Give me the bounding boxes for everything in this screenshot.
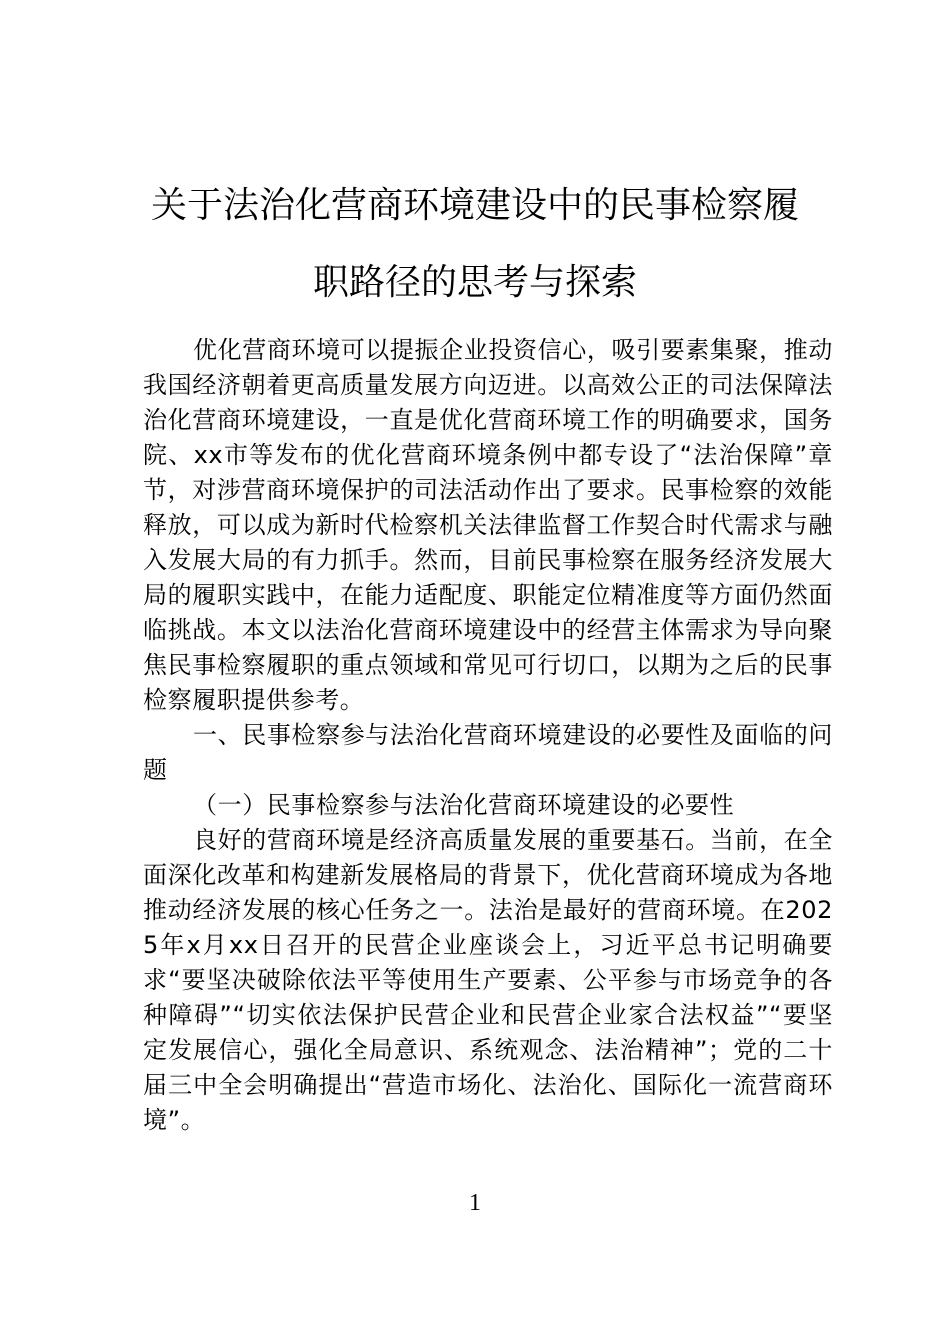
title-line-2: 职路径的思考与探索: [312, 262, 637, 303]
document-body: [143, 333, 833, 1138]
intro-paragraph: 优化营商环境可以提振企业投资信心，吸引要素集聚，推动我国经济朝着更高质量发展方向迈进。以高效公正的司法保障法治化营商环境建设，一直是优化营商环境工作的明确要求，国务院、xx市等发布的优化营商环境条例中都专设了“法治保障”章节，对涉营商环境保护的司法活动作出了要求。民事检察的效能释放，可以成为新时代检察机关法律监督工作契合时代需求与融入发展大局的有力抓手。然而，目前民事检察在服务经济发展大局的履职实践中，在能力适配度、职能定位精准度等方面仍然面临挑战。本文以法治化营商环境建设中的经营主体需求为导向聚焦民事检察履职的重点领域和常见可行切口，以期为之后的民事检察履职提供参考。: [143, 336, 833, 714]
document-title: [120, 167, 830, 321]
section-heading-1: 一、民事检察参与法治化营商环境建设的必要性及面临的问题: [143, 721, 833, 784]
title-line-1: 关于法治化营商环境建设中的民事检察履: [150, 185, 799, 226]
subsection-heading-1: （一）民事检察参与法治化营商环境建设的必要性: [193, 791, 735, 819]
page-number: 1: [469, 1190, 481, 1216]
body-paragraph-2: 良好的营商环境是经济高质量发展的重要基石。当前，在全面深化改革和构建新发展格局的背景下，优化营商环境成为各地推动经济发展的核心任务之一。法治是最好的营商环境。在2025年x月xx日召开的民营企业座谈会上，习近平总书记明确要求“要坚决破除依法平等使用生产要素、公平参与市场竞争的各种障碍”“切实依法保护民营企业和民营企业家合法权益”“要坚定发展信心，强化全局意识、系统观念、法治精神”；党的二十届三中全会明确提出“营造市场化、法治化、国际化一流营商环境”。: [143, 826, 833, 1134]
